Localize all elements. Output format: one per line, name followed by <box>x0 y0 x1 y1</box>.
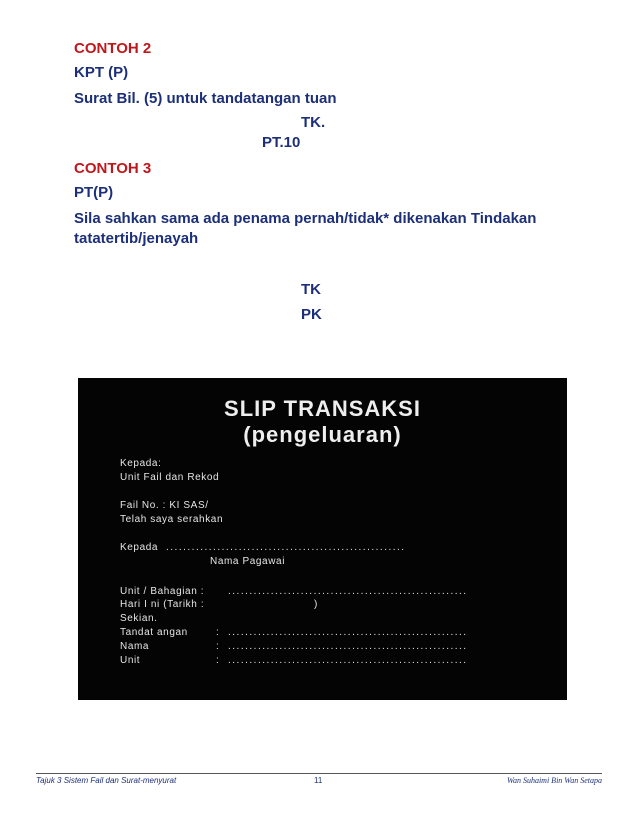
footer-divider <box>36 773 602 774</box>
slip-close-paren: ) <box>314 599 318 610</box>
footer-right: Wan Suhaimi Bin Wan Setapa <box>507 776 602 785</box>
contoh2-pt: PT.10 <box>262 134 301 151</box>
slip-hari-ini: Hari I ni (Tarikh : <box>120 599 205 610</box>
contoh2-kpt: KPT (P) <box>74 64 129 81</box>
slip-transaksi-image <box>78 378 567 700</box>
slip-tandatangan: Tandat angan <box>120 627 188 638</box>
contoh3-tk: TK <box>301 281 321 298</box>
slip-unit-dots: ........................................................ <box>228 655 468 666</box>
contoh3-pt: PT(P) <box>74 184 114 201</box>
slip-title: SLIP TRANSAKSI <box>224 396 421 421</box>
slip-tandatangan-colon: : <box>216 627 220 638</box>
slip-telah: Telah saya serahkan <box>120 514 224 525</box>
slip-unit: Unit <box>120 655 141 666</box>
contoh3-text-line2: tatatertib/jenayah <box>74 230 199 247</box>
slip-sekian: Sekian. <box>120 613 158 624</box>
slip-unit-bahagian-dots: ........................................................ <box>228 586 468 597</box>
slip-kepada2: Kepada <box>120 542 159 553</box>
footer-page-number: 11 <box>314 776 323 785</box>
slip-nama-dots: ........................................................ <box>228 641 468 652</box>
slip-nama: Nama <box>120 641 150 652</box>
contoh3-text-line1: Sila sahkan sama ada penama pernah/tidak* dikenakan Tindakan <box>74 210 537 227</box>
contoh3-heading: CONTOH 3 <box>74 160 152 177</box>
contoh2-tk: TK. <box>301 114 326 131</box>
slip-nama-colon: : <box>216 641 220 652</box>
slip-subtitle: (pengeluaran) <box>243 422 402 447</box>
footer-left: Tajuk 3 Sistem Fail dan Surat-menyurat <box>36 776 177 785</box>
contoh3-pk: PK <box>301 306 322 323</box>
slip-unit-bahagian: Unit / Bahagian : <box>120 586 205 597</box>
slip-kepada-label: Kepada: <box>120 458 162 469</box>
slip-tandatangan-dots: ........................................................ <box>228 627 468 638</box>
slip-unit-fail: Unit Fail dan Rekod <box>120 472 220 483</box>
contoh2-heading: CONTOH 2 <box>74 40 152 57</box>
slip-kepada-dots: ........................................................ <box>166 542 406 553</box>
slip-unit-colon: : <box>216 655 220 666</box>
slip-nama-pegawai: Nama Pagawai <box>210 556 286 567</box>
slip-fail-no: Fail No. : KI SAS/ <box>120 500 209 511</box>
contoh2-text: Surat Bil. (5) untuk tandatangan tuan <box>74 90 337 107</box>
